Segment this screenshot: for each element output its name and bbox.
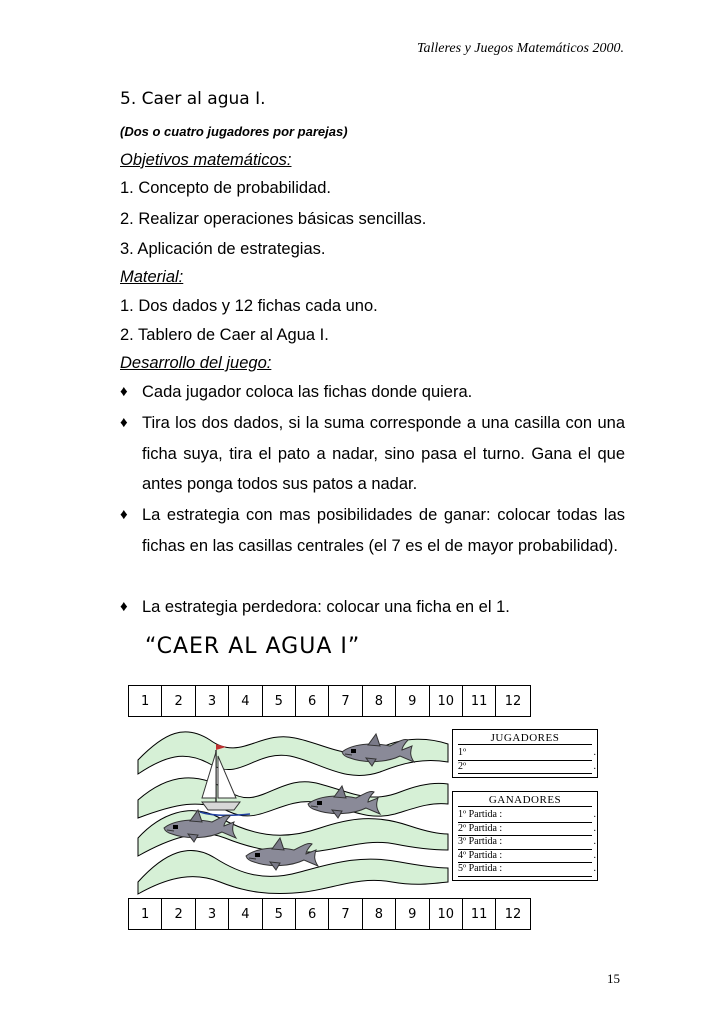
material-item: 2. Tablero de Caer al Agua I. xyxy=(120,326,329,344)
number-cell: 3 xyxy=(196,686,229,716)
development-bullet: ♦ Cada jugador coloca las fichas donde quiera. xyxy=(120,377,625,408)
material-heading: Material: xyxy=(120,268,184,286)
winners-box xyxy=(452,791,598,881)
winner-row: 4º Partida : . xyxy=(458,850,592,864)
number-row-bottom xyxy=(128,898,531,930)
board-title: “CAER AL AGUA I” xyxy=(145,634,361,659)
players-heading: JUGADORES xyxy=(458,732,592,745)
players-box xyxy=(452,729,598,778)
development-bullet: ♦ La estrategia perdedora: colocar una ficha en el 1. xyxy=(120,592,625,623)
number-cell: 2 xyxy=(162,899,195,929)
players-note: (Dos o cuatro jugadores por parejas) xyxy=(120,124,348,139)
material-item: 1. Dos dados y 12 fichas cada uno. xyxy=(120,297,378,315)
number-cell: 7 xyxy=(329,686,362,716)
diamond-bullet-icon: ♦ xyxy=(120,414,128,431)
diamond-bullet-icon: ♦ xyxy=(120,383,128,400)
number-cell: 11 xyxy=(463,686,496,716)
winner-row: 5º Partida : . xyxy=(458,863,592,877)
number-cell: 1 xyxy=(129,899,162,929)
number-cell: 12 xyxy=(504,906,522,922)
objective-item: 2. Realizar operaciones básicas sencillas. xyxy=(120,210,427,228)
objective-item: 3. Aplicación de estrategias. xyxy=(120,240,326,258)
diamond-bullet-icon: ♦ xyxy=(120,598,128,615)
number-cell: 10 xyxy=(430,686,463,716)
number-cell: 11 xyxy=(463,899,496,929)
winner-row: 2º Partida : . xyxy=(458,823,592,837)
objective-item: 1. Concepto de probabilidad. xyxy=(120,179,331,197)
number-cell: 10 xyxy=(430,899,463,929)
development-bullet: ♦ La estrategia con mas posibilidades de ganar: colocar todas las fichas en las casillas centrales (el 7 es el de mayor probabilidad). xyxy=(120,500,625,561)
winner-row: 1º Partida : . xyxy=(458,809,592,823)
development-bullet: ♦ Tira los dos dados, si la suma corresponde a una casilla con una ficha suya, tira el pato a nadar, sino pasa el turno. Gana el que antes ponga todos sus patos a nadar. xyxy=(120,408,625,500)
number-cell: 1 xyxy=(129,686,162,716)
number-cell: 9 xyxy=(396,686,429,716)
game-title: 5. Caer al agua I. xyxy=(120,89,266,109)
objectives-heading: Objetivos matemáticos: xyxy=(120,151,292,169)
number-row-top xyxy=(128,685,531,717)
development-heading: Desarrollo del juego: xyxy=(120,354,272,372)
number-cell: 9 xyxy=(396,899,429,929)
number-cell: 2 xyxy=(162,686,195,716)
number-cell: 12 xyxy=(504,693,522,709)
winners-heading: GANADORES xyxy=(458,794,592,807)
number-cell: 7 xyxy=(329,899,362,929)
player-row: 1º . xyxy=(458,747,592,761)
running-header: Talleres y Juegos Matemáticos 2000. xyxy=(417,41,624,56)
winner-row: 3º Partida : . xyxy=(458,836,592,850)
number-cell: 8 xyxy=(363,686,396,716)
number-cell: 3 xyxy=(196,899,229,929)
number-cell: 4 xyxy=(229,899,262,929)
page-number: 15 xyxy=(607,971,620,986)
number-cell: 4 xyxy=(229,686,262,716)
number-cell: 6 xyxy=(296,686,329,716)
number-cell: 5 xyxy=(263,899,296,929)
diamond-bullet-icon: ♦ xyxy=(120,506,128,523)
number-cell: 6 xyxy=(296,899,329,929)
player-row: 2º . xyxy=(458,761,592,775)
number-cell: 8 xyxy=(363,899,396,929)
number-cell: 5 xyxy=(263,686,296,716)
board-illustration xyxy=(130,722,452,897)
